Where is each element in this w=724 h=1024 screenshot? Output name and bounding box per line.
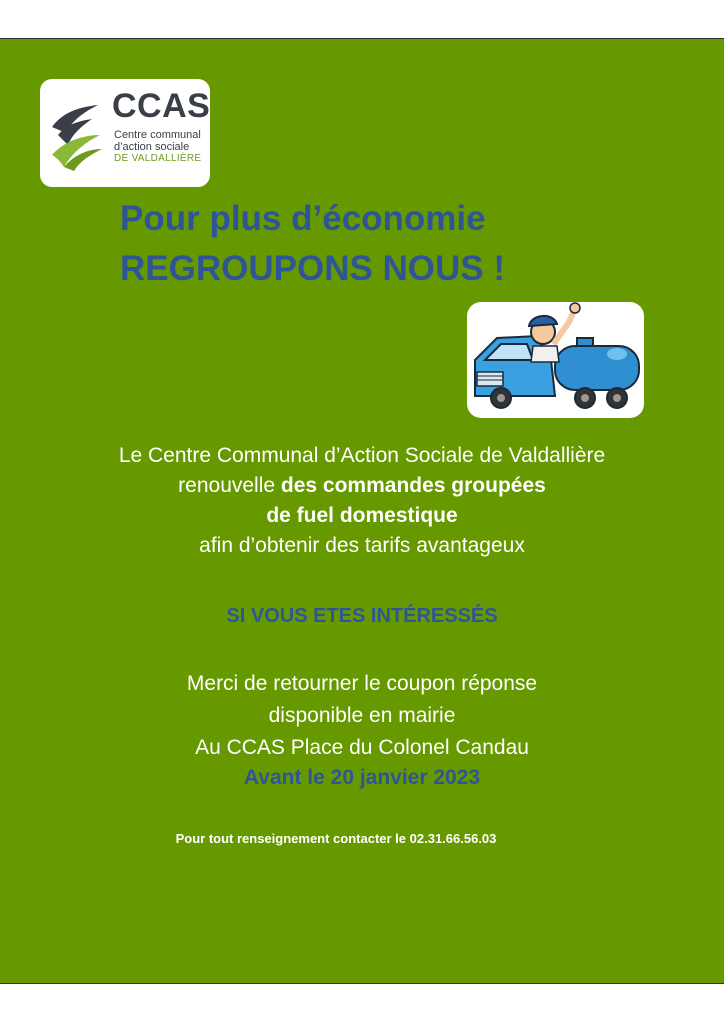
logo-subtitle-2: d’action sociale (114, 141, 190, 153)
logo-title: CCAS (112, 87, 211, 125)
contact-info: Pour tout renseignement contacter le 02.31.66.56.03 (175, 831, 497, 846)
message-line-2: disponible en mairie (268, 704, 456, 727)
body-line-3 (0, 501, 724, 531)
body-line-1: Le Centre Communal d’Action Sociale de Valdallière (118, 444, 606, 467)
message-line-1: Merci de retourner le coupon réponse (186, 672, 538, 695)
fuel-truck-illustration (467, 302, 644, 418)
body-line-2 (0, 471, 724, 501)
body-line-2-bold: des commandes groupées (280, 474, 546, 497)
body-line-2-prefix: renouvelle (178, 474, 281, 497)
body-line-3-bold: de fuel domestique (266, 504, 458, 527)
deadline: Avant le 20 janvier 2023 (243, 766, 481, 789)
poster (0, 38, 724, 984)
message-line-3: Au CCAS Place du Colonel Candau (195, 736, 529, 759)
headline-line-2: REGROUPONS NOUS ! (120, 249, 506, 288)
body-line-4: afin d’obtenir des tarifs avantageux (199, 534, 525, 557)
ccas-logo-mark-icon (48, 95, 104, 175)
fuel-truck-icon (467, 302, 644, 418)
interest-heading: SI VOUS ETES INTÉRESSÉS (226, 605, 498, 627)
logo-subtitle-1: Centre communal (114, 129, 201, 141)
logo-subtitle-3: DE VALDALLIÈRE (114, 153, 202, 164)
headline-line-1: Pour plus d’économie (120, 199, 486, 238)
ccas-logo (40, 79, 210, 187)
